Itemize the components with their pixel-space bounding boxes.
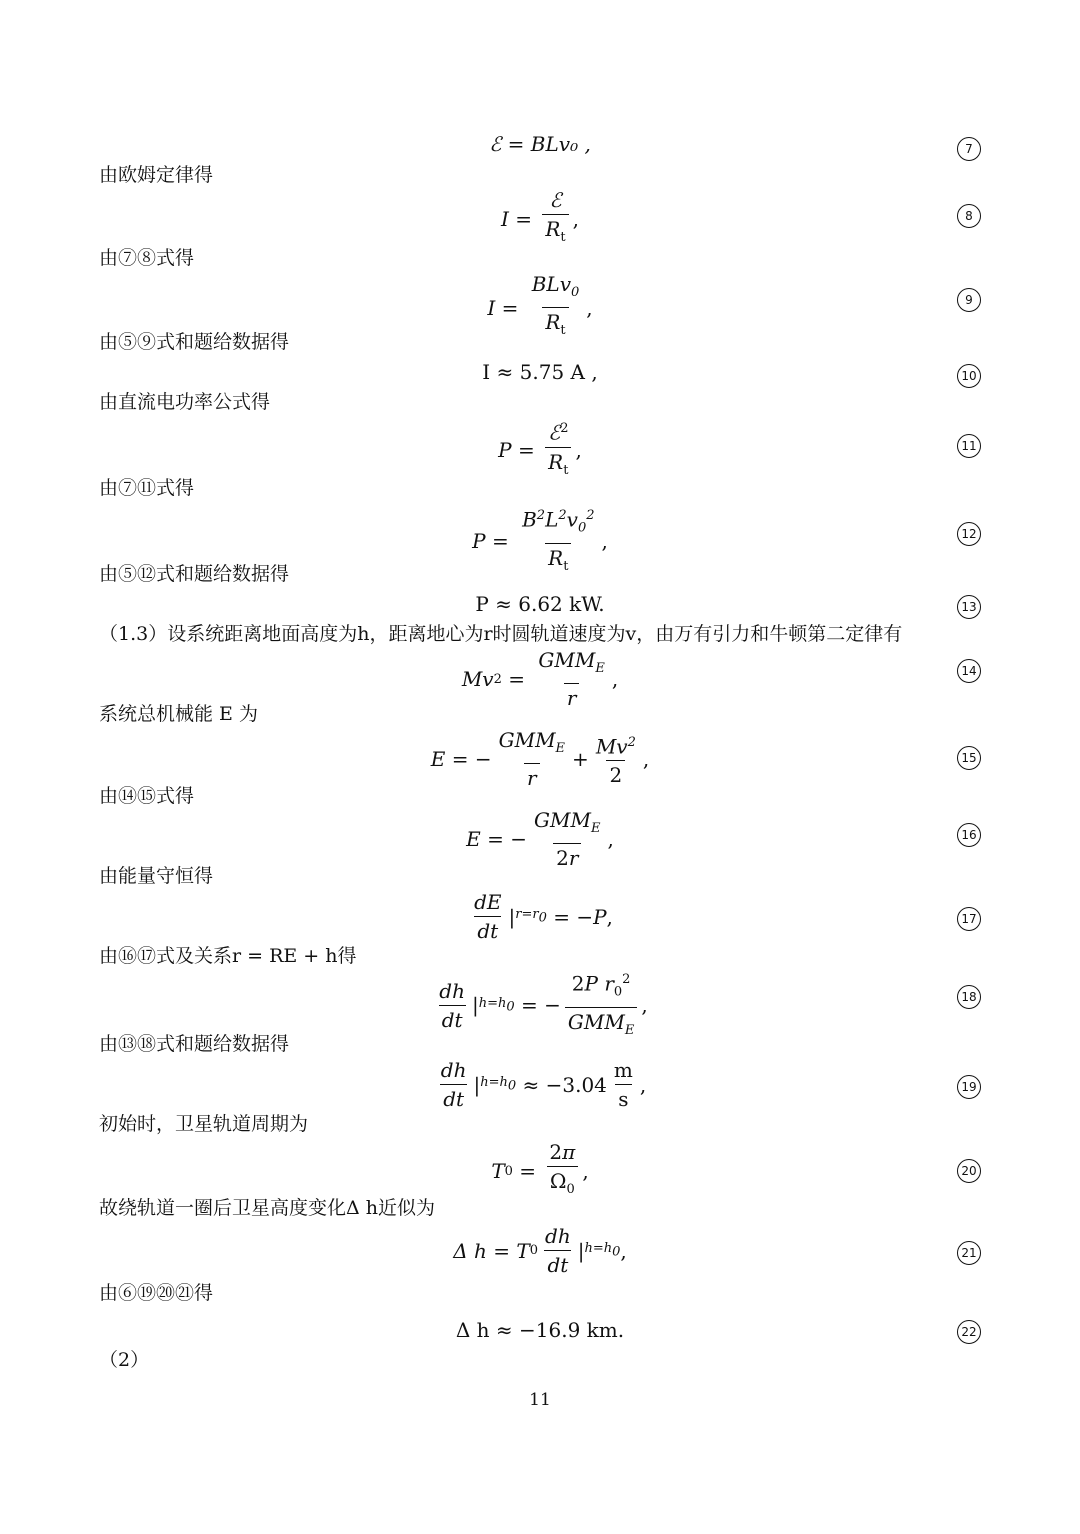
equation-number-12: 12 (954, 519, 984, 546)
equation-17: $\frac{dE}{dt}$ | $r=r_0$ = − P , (474, 890, 613, 943)
equation-number-13: 13 (954, 592, 984, 619)
equation-number-20: 20 (954, 1156, 984, 1183)
text-line-from-7-8: 由⑦⑧式得 (99, 247, 195, 269)
equation-number-14: 14 (954, 656, 984, 683)
text-line-from-5-12: 由⑤⑫式和题给数据得 (99, 563, 290, 585)
equation-number-11: 11 (954, 431, 984, 458)
equation-12: P = $\frac{B^2L^2v_0^2}{R_t}$ , (0, 504, 1080, 579)
equation-number-15: 15 (954, 743, 984, 770)
equation-9: I = $\frac{BLv_0}{R_t}$ , (0, 272, 1080, 343)
equation-number-7: 7 (954, 134, 984, 161)
equation-7-text: ℰ = BLv₀ , (489, 132, 591, 156)
text-line-ohm: 由欧姆定律得 (99, 164, 214, 186)
equation-11: P = $\frac{ℰ^2}{R_t}$ , (0, 417, 1080, 483)
equation-number-8: 8 (954, 201, 984, 228)
text-line-initial-period: 初始时，卫星轨道周期为 (99, 1113, 309, 1135)
equation-14: Mv 2 = $\frac{GMM_E}{r}$ , (461, 648, 619, 710)
equation-10 (0, 360, 1080, 384)
text-line-total-energy: 系统总机械能 E 为 (99, 703, 258, 725)
equation-number-16: 16 (954, 820, 984, 847)
equation-number-10: 10 (954, 361, 984, 388)
equation-15: E = − $\frac{GMM_E}{r}$ + $\frac{Mv^2}{2}$ , (430, 728, 650, 790)
equation-22-text: Δ h ≈ −16.9 km. (455, 1318, 625, 1342)
equation-16: E = − $\frac{GMM_E}{2r}$ , (466, 808, 614, 870)
text-line-from-6-19-20-21: 由⑥⑲⑳㉑得 (99, 1282, 214, 1304)
equation-19: $\frac{dh}{dt}$ | $h=h_0$ ≈ −3.04 $\frac{m}{s}$ , (440, 1058, 647, 1111)
page-number: 11 (529, 1390, 551, 1410)
text-line-power-formula: 由直流电功率公式得 (99, 391, 271, 413)
text-line-from-16-17: 由⑯⑰式及关系r = RE + h得 (99, 945, 357, 967)
text-line-section-1-3: （1.3）设系统距离地面高度为h，距离地心为r时圆轨道速度为v，由万有引力和牛顿第二定律有 (99, 623, 903, 645)
equation-18: $\frac{dh}{dt}$ | $h=h_0$ = − $\frac{2P r_0^2}{GMM_E}$ , (0, 968, 1080, 1043)
equation-20: T 0 = $\frac{2\pi}{\Omega_0}$ , (0, 1140, 1080, 1202)
equation-number-22: 22 (954, 1317, 984, 1344)
equation-8: I = $\frac{\text{ℰ}}{R_t}$ , (0, 188, 1080, 250)
text-line-energy-conservation: 由能量守恒得 (99, 865, 214, 887)
text-line-from-14-15: 由⑭⑮式得 (99, 785, 195, 807)
text-line-from-13-18: 由⑬⑱式和题给数据得 (99, 1033, 290, 1055)
text-line-height-change: 故绕轨道一圈后卫星高度变化Δ h近似为 (99, 1197, 435, 1219)
equation-13-text: P ≈ 6.62 kW. (475, 592, 605, 616)
equation-number-17: 17 (954, 904, 984, 931)
text-line-from-7-11: 由⑦⑪式得 (99, 477, 195, 499)
equation-number-19: 19 (954, 1072, 984, 1099)
equation-10-text: I ≈ 5.75 A , (482, 360, 598, 384)
equation-number-21: 21 (954, 1238, 984, 1265)
equation-21: Δ h = T 0 $\frac{dh}{dt}$ | $h=h_0$ , (453, 1224, 627, 1277)
equation-7 (0, 132, 1080, 156)
equation-13 (0, 592, 1080, 616)
text-line-part-2: （2） (99, 1349, 150, 1371)
equation-22 (0, 1318, 1080, 1342)
text-line-from-5-9: 由⑤⑨式和题给数据得 (99, 331, 290, 353)
equation-number-18: 18 (954, 982, 984, 1009)
equation-number-9: 9 (954, 285, 984, 312)
